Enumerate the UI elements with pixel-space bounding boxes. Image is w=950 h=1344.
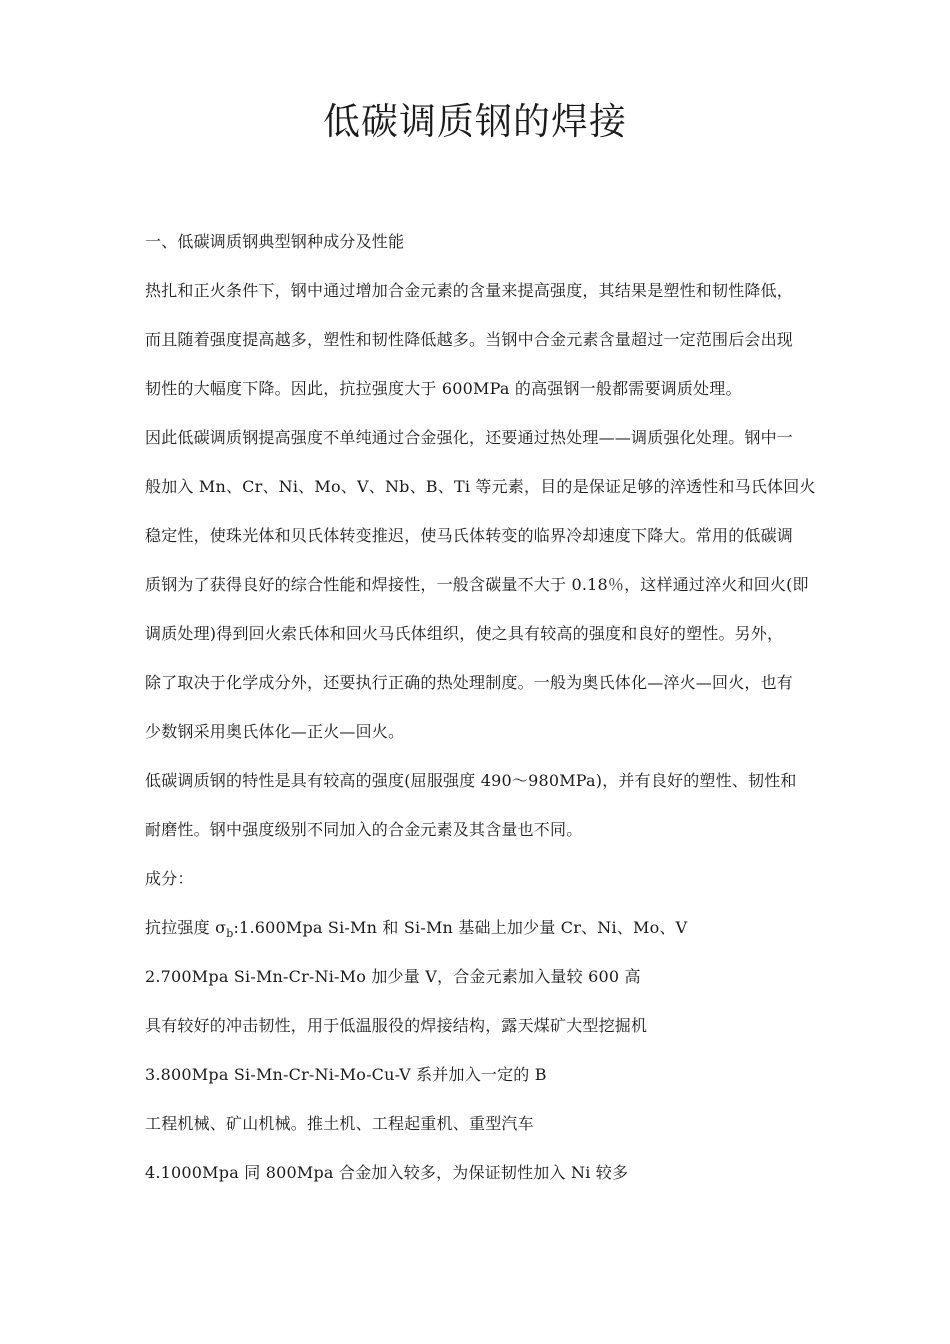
paragraph-line: 少数钢采用奥氏体化—正火—回火。 [145, 722, 405, 741]
strength-prefix: 抗拉强度 σ [145, 918, 227, 937]
document-body [145, 229, 816, 1209]
paragraph-line: 除了取决于化学成分外，还要执行正确的热处理制度。一般为奥氏体化—淬火—回火，也有 [145, 673, 794, 692]
composition-line: 4.1000Mpa 同 800Mpa 合金加入较多，为保证韧性加入 Ni 较多 [145, 1163, 629, 1182]
document-title: 低碳调质钢的焊接 [323, 100, 627, 143]
strength-line [145, 915, 809, 964]
composition-line: 3.800Mpa Si-Mn-Cr-Ni-Mo-Cu-V 系并加入一定的 B [145, 1065, 547, 1084]
composition-line: 2.700Mpa Si-Mn-Cr-Ni-Mo 加少量 V，合金元素加入量较 600 高 [145, 967, 641, 986]
composition-line: 工程机械、矿山机械。推土机、工程起重机、重型汽车 [145, 1114, 534, 1133]
paragraph-line: 韧性的大幅度下降。因此，抗拉强度大于 600MPa 的高强钢一般都需要调质处理。 [145, 379, 742, 398]
paragraph-line: 因此低碳调质钢提高强度不单纯通过合金强化，还要通过热处理——调质强化处理。钢中一 [145, 428, 794, 447]
paragraph-line: 调质处理)得到回火索氏体和回火马氏体组织，使之具有较高的强度和良好的塑性。另外， [145, 624, 784, 643]
paragraph-line: 热扎和正火条件下，钢中通过增加合金元素的含量来提高强度，其结果是塑性和韧性降低， [145, 281, 794, 300]
composition-line: 具有较好的冲击韧性，用于低温服役的焊接结构，露天煤矿大型挖掘机 [145, 1016, 648, 1035]
section-heading: 一、低碳调质钢典型钢种成分及性能 [145, 232, 405, 251]
composition-label: 成分： [145, 869, 194, 888]
strength-subscript: b [226, 927, 234, 940]
paragraph-line: 耐磨性。钢中强度级别不同加入的合金元素及其含量也不同。 [145, 820, 583, 839]
paragraph-line: 而且随着强度提高越多，塑性和韧性降低越多。当钢中合金元素含量超过一定范围后会出现 [145, 330, 794, 349]
paragraph-line: 低碳调质钢的特性是具有较高的强度(屈服强度 490～980MPa)，并有良好的塑性、韧性和 [145, 771, 797, 790]
paragraph-line: 质钢为了获得良好的综合性能和焊接性，一般含碳量不大于 0.18％，这样通过淬火和回火(即 [145, 575, 809, 594]
paragraph-line: 般加入 Mn、Cr、Ni、Mo、V、Nb、B、Ti 等元素，目的是保证足够的淬透性和马氏体回火 [145, 477, 816, 496]
paragraph-line: 稳定性，使珠光体和贝氏体转变推迟，使马氏体转变的临界冷却速度下降大。常用的低碳调 [145, 526, 794, 545]
strength-suffix: :1.600Mpa Si-Mn 和 Si-Mn 基础上加少量 Cr、Ni、Mo、V [233, 918, 688, 937]
